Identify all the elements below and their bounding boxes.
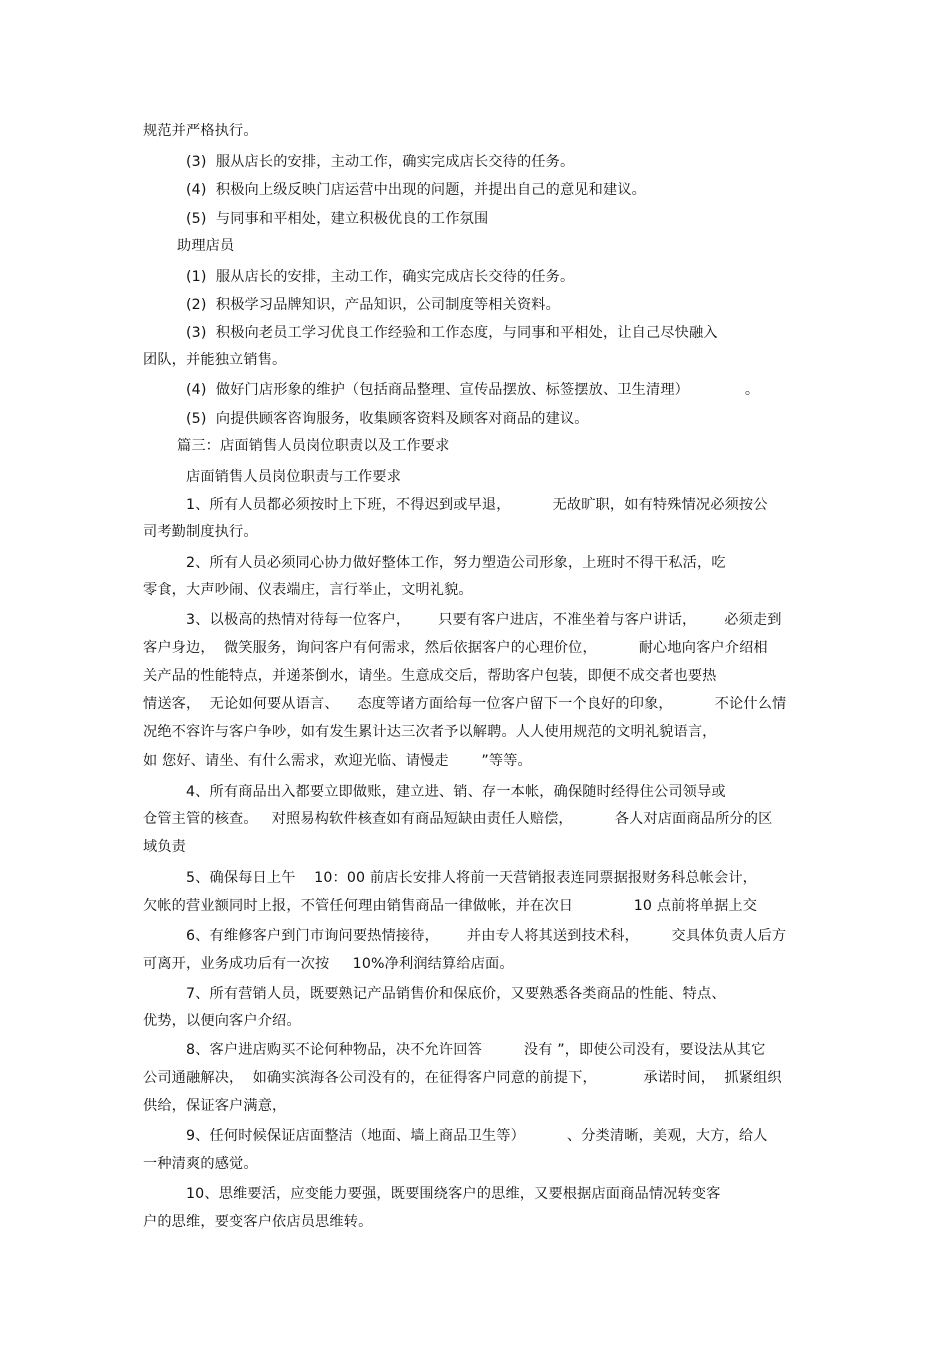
text-line: 6、有维修客户到门市询问要热情接待， 并由专人将其送到技术科， 交具体负责人后方 [186, 928, 787, 944]
text-line: 1、所有人员都必须按时上下班，不得迟到或早退， 无故旷职，如有特殊情况必须按公 [186, 497, 768, 513]
text-line: 域负责 [143, 839, 187, 855]
text-line: (4) 积极向上级反映门店运营中出现的问题，并提出自己的意见和建议。 [186, 182, 646, 198]
text-line: (4) 做好门店形象的维护（包括商品整理、宣传品摆放、标签摆放、卫生清理） 。 [186, 382, 760, 398]
text-line: 况绝不容许与客户争吵，如有发生累计达三次者予以解聘。人人使用规范的文明礼貌语言， [143, 724, 717, 740]
text-line: (5) 向提供顾客咨询服务，收集顾客资料及顾客对商品的建议。 [186, 411, 589, 427]
text-line: 9、任何时候保证店面整洁（地面、墙上商品卫生等） 、分类清晰，美观，大方，给人 [186, 1128, 768, 1144]
text-line: (5) 与同事和平相处，建立积极优良的工作氛围 [186, 211, 489, 227]
text-line: 如 您好、请坐、有什么需求，欢迎光临、请慢走 ”等等。 [143, 753, 532, 769]
text-line: (3) 积极向老员工学习优良工作经验和工作态度，与同事和平相处，让自己尽快融入 [186, 325, 718, 341]
document-title: 店面销售人员岗位职责与工作要求 [186, 469, 402, 485]
text-line: 公司通融解决， 如确实滨海各公司没有的，在征得客户同意的前提下， 承诺时间， 抓紧组织 [143, 1070, 782, 1086]
text-line: 5、确保每日上午 10：00 前店长安排人将前一天营销报表连同票据报财务科总帐会计， [186, 870, 757, 886]
text-line: 3、以极高的热情对待每一位客户， 只要有客户进店，不准坐着与客户讲话， 必须走到 [186, 612, 782, 628]
section-heading: 助理店员 [177, 238, 235, 254]
text-line: 仓管主管的核查。 对照易构软件核查如有商品短缺由责任人赔偿， 各人对店面商品所分的区 [143, 811, 773, 827]
text-line: 规范并严格执行。 [143, 123, 258, 139]
text-line: 8、客户进店购买不论何种物品，决不允许回答 没有 ”，即使公司没有，要设法从其它 [186, 1042, 766, 1058]
text-line: 司考勤制度执行。 [143, 524, 258, 540]
text-line: 关产品的性能特点，并递茶倒水，请坐。生意成交后，帮助客户包装，即便不成交者也要热 [143, 668, 717, 684]
text-line: 团队，并能独立销售。 [143, 352, 287, 368]
text-line: 优势，以便向客户介绍。 [143, 1013, 301, 1029]
text-line: 10、思维要活，应变能力要强，既要围绕客户的思维，又要根据店面商品情况转变客 [186, 1186, 721, 1202]
section-heading: 篇三：店面销售人员岗位职责以及工作要求 [177, 438, 450, 454]
text-line: (1) 服从店长的安排，主动工作，确实完成店长交待的任务。 [186, 269, 575, 285]
text-line: 可离开，业务成功后有一次按 10%净利润结算给店面。 [143, 956, 514, 972]
text-line: (2) 积极学习品牌知识，产品知识，公司制度等相关资料。 [186, 297, 560, 313]
text-line: 客户身边， 微笑服务，询问客户有何需求，然后依据客户的心理价位， 耐心地向客户介绍相 [143, 640, 768, 656]
text-line: 一种清爽的感觉。 [143, 1156, 258, 1172]
text-line: 7、所有营销人员，既要熟记产品销售价和保底价，又要熟悉各类商品的性能、特点、 [186, 986, 726, 1002]
text-line: (3) 服从店长的安排，主动工作，确实完成店长交待的任务。 [186, 154, 575, 170]
text-line: 零食，大声吵闹、仪表端庄，言行举止，文明礼貌。 [143, 582, 473, 598]
text-line: 4、所有商品出入都要立即做账，建立进、销、存一本帐，确保随时经得住公司领导或 [186, 784, 726, 800]
text-line: 户的思维，要变客户依店员思维转。 [143, 1214, 373, 1230]
text-line: 欠帐的营业额同时上报，不管任何理由销售商品一律做帐，并在次日 10 点前将单据上交 [143, 898, 758, 914]
text-line: 情送客， 无论如何要从语言、 态度等诸方面给每一位客户留下一个良好的印象， 不论什么情 [143, 696, 787, 712]
text-line: 2、所有人员必须同心协力做好整体工作，努力塑造公司形象，上班时不得干私活，吃 [186, 555, 726, 571]
text-line: 供给，保证客户满意， [143, 1098, 287, 1114]
